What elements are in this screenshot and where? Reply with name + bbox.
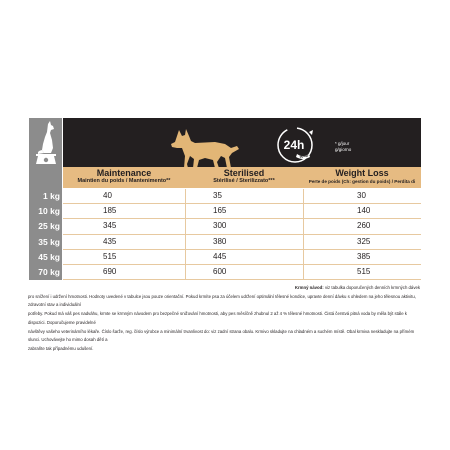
- feeding-guide-heading: Krmný návod:: [294, 285, 324, 290]
- clock-unit: g/jour: [299, 154, 309, 158]
- table-cell: 165: [213, 206, 227, 216]
- table-cell: 445: [213, 251, 227, 261]
- weight-label: 10 kg: [38, 206, 60, 217]
- column-title-maintenance: Maintenance: [96, 168, 152, 178]
- table-cell: 385: [357, 251, 371, 261]
- feeding-guide-line2: pro snížení i udržení hmotnosti. Hodnoty uvedené v tabulce jsou pouze orientační. Pokud krmíte psa za účelem udržení optimální tělesné kondice, upravte denní dávku s ohledem na jeho tělesnou aktivitu, zdravotní stav a individuální: [28, 293, 416, 308]
- column-divider: [303, 189, 304, 280]
- column-header-band: [63, 167, 421, 188]
- weight-label: 70 kg: [38, 267, 60, 277]
- table-cell: 325: [357, 236, 371, 246]
- table-cell: 380: [213, 236, 227, 246]
- table-row: [63, 219, 421, 233]
- feeding-guide-line5: zabraňte tak případnému udušení.: [28, 345, 94, 351]
- feeding-guide-line3: potřeby. Pokud má váš pes nadváhu, krmte se krmným návodem pro bezpečné snižování hmotnosti, aby pes měsíčně zhubnul 2 až 4 % tělesné hmotnosti. Čistá čerstvá pitná voda by měla být stále k dispozici. Doporučujeme pravidelné: [28, 311, 407, 325]
- table-row: [63, 265, 421, 279]
- table-cell: 515: [103, 251, 117, 261]
- table-cell: 515: [357, 267, 371, 276]
- dog-silhouette-icon: [169, 126, 241, 170]
- feeding-guide-line1: viz tabulka doporučených denních krmných dávek: [324, 285, 420, 290]
- table-cell: 600: [213, 267, 227, 276]
- column-subtitle-maintenance: Maintien du poids / Mantenimento**: [77, 178, 171, 184]
- clock-24h-icon: [261, 122, 329, 168]
- weight-label: 25 kg: [38, 221, 60, 232]
- table-cell: 30: [357, 191, 366, 200]
- feeding-guide-line4: návštěvy vašeho veterinárního lékaře. Číslo šarže, reg. číslo výrobce a minimální trvanlivost do: viz zadní strana obalu. Krmivo skladujte na chladném a suchém místě. Obal krmiva neskladujte na přímém slunci. Uchovávejte ho mimo dosah dětí a: [28, 328, 415, 343]
- unit-note-line2: g/giorno: [335, 147, 352, 152]
- table-cell: 40: [103, 191, 112, 200]
- table-cell: 690: [103, 267, 117, 276]
- table-cell: 300: [213, 221, 227, 231]
- table-cell: 260: [357, 221, 371, 231]
- dog-on-scale-icon: [30, 120, 61, 166]
- table-cell: 435: [103, 236, 117, 246]
- unit-note-line1: * g/jour: [335, 141, 350, 146]
- table-cell: 185: [103, 206, 117, 216]
- table-row: [63, 204, 421, 218]
- weight-label: 45 kg: [38, 251, 60, 262]
- table-cell: 345: [103, 221, 117, 231]
- table-row: [63, 235, 421, 249]
- table-cell: 140: [357, 206, 371, 216]
- column-subtitle-sterilised: Stérilisé / Sterilizzato***: [213, 178, 275, 184]
- table-header: [63, 118, 421, 167]
- table-row: [63, 250, 421, 264]
- row-divider: [63, 279, 421, 280]
- feeding-guide-text: [28, 284, 420, 354]
- clock-label: 24h: [283, 138, 305, 152]
- table-cell: 35: [213, 191, 222, 200]
- column-subtitle-weight-loss: Perte de poids (Ch: gestion du poids) / Perdita di: [308, 179, 416, 184]
- column-title-weight-loss: Weight Loss: [335, 168, 389, 178]
- column-title-sterilised: Sterilised: [223, 168, 265, 178]
- weight-label: 35 kg: [38, 236, 60, 247]
- table-row: [63, 189, 421, 203]
- column-divider: [185, 189, 186, 280]
- weight-label: 1 kg: [42, 191, 60, 201]
